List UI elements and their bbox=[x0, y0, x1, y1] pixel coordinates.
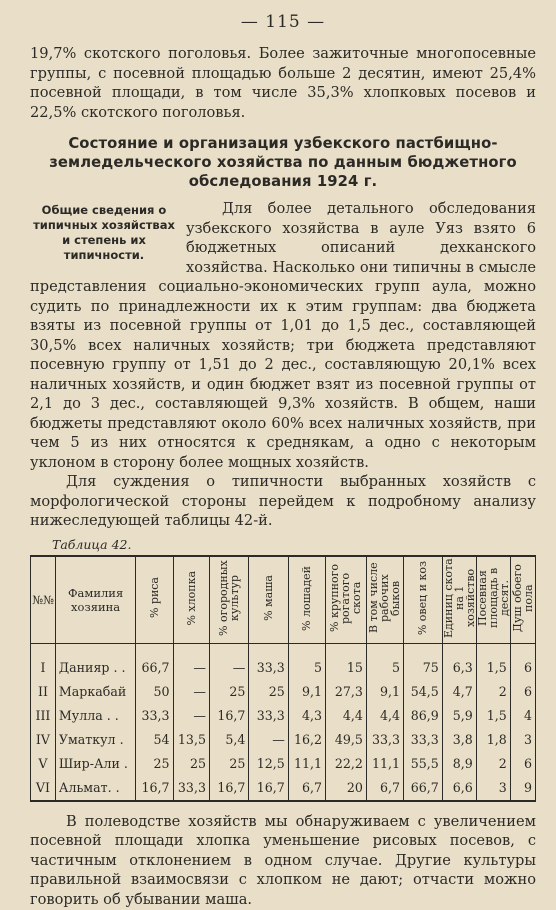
table-cell: 15 bbox=[325, 656, 366, 680]
header-name-label: Фамилия хозяина bbox=[67, 585, 124, 614]
table-cell: 22,2 bbox=[325, 752, 366, 776]
household-name-cell: Шир-Али . bbox=[55, 752, 135, 776]
table-header-row bbox=[31, 556, 536, 644]
table-cell: 25 bbox=[173, 752, 209, 776]
header-horses bbox=[288, 556, 325, 644]
header-units bbox=[442, 556, 476, 644]
table-cell: 1,5 bbox=[476, 656, 510, 680]
table-cell: 25 bbox=[249, 680, 288, 704]
table-cell: 33,3 bbox=[249, 704, 288, 728]
table-cell: 6,3 bbox=[442, 656, 476, 680]
table-cell: 20 bbox=[325, 776, 366, 801]
table-cell: 25 bbox=[209, 752, 248, 776]
table-row bbox=[31, 752, 536, 776]
table-cell: 4,4 bbox=[366, 704, 403, 728]
table-cell: 33,3 bbox=[136, 704, 173, 728]
table-cell: 5 bbox=[288, 656, 325, 680]
row-number-cell: IV bbox=[31, 728, 56, 752]
row-number-cell: VI bbox=[31, 776, 56, 801]
header-mash bbox=[249, 556, 288, 644]
table-cell: 12,5 bbox=[249, 752, 288, 776]
table-cell: 86,9 bbox=[404, 704, 443, 728]
table-row bbox=[31, 728, 536, 752]
table-cell: 66,7 bbox=[136, 656, 173, 680]
sidenote: Общие сведения о типичных хозяйствах и степень их типичности. bbox=[33, 203, 175, 262]
table-cell: 6 bbox=[510, 752, 535, 776]
table-row bbox=[31, 656, 536, 680]
household-name-cell: Маркабай bbox=[55, 680, 135, 704]
table-cell: 55,5 bbox=[404, 752, 443, 776]
table-cell: 5,4 bbox=[209, 728, 248, 752]
paragraph-table-intro: Для суждения о типичности выбранных хозяйств с морфологической стороны перейдем к подробному анализу нижеследующей таблицы 42-й. bbox=[30, 473, 536, 529]
table-cell: 54,5 bbox=[404, 680, 443, 704]
page bbox=[30, 12, 536, 909]
header-garden bbox=[209, 556, 248, 644]
table-cell: 25 bbox=[209, 680, 248, 704]
table-cell: 1,8 bbox=[476, 728, 510, 752]
table-cell: 6 bbox=[510, 656, 535, 680]
paragraph-conclusion: В полеводстве хозяйств мы обнаруживаем с увеличением посевной площади хлопка уменьшение рисовых посевов, с частичным отклонением в одном случае. Другие культуры правильной взаимосвязи с хлопком не дают; отчасти можно говорить об убывании маша. bbox=[30, 812, 536, 908]
table-cell: 3 bbox=[510, 728, 535, 752]
table-caption: Таблица 42. bbox=[52, 536, 132, 552]
header-oxen bbox=[366, 556, 403, 644]
table-cell: 11,1 bbox=[366, 752, 403, 776]
table-cell: 3,8 bbox=[442, 728, 476, 752]
header-cotton bbox=[173, 556, 209, 644]
table-cell: — bbox=[249, 728, 288, 752]
table-cell: 5 bbox=[366, 656, 403, 680]
table-cell: 5,9 bbox=[442, 704, 476, 728]
table-cell: 6,7 bbox=[366, 776, 403, 801]
paragraph-intro: 19,7% скотского поголовья. Более зажиточные многопосевные группы, с посевной площадью больше 2 десятин, имеют 25,4% посевной площади, в том числе 35,3% хлопковых посевов и 22,5% скотского поголовья. bbox=[30, 45, 536, 121]
table-cell: — bbox=[209, 656, 248, 680]
header-cotton-label: % хлопка bbox=[184, 570, 198, 626]
household-name-cell: Альмат. . bbox=[55, 776, 135, 801]
table-cell: 9 bbox=[510, 776, 535, 801]
table-spacer-row bbox=[31, 643, 536, 656]
table-cell: — bbox=[173, 656, 209, 680]
row-number-cell: I bbox=[31, 656, 56, 680]
table-cell: 9,1 bbox=[288, 680, 325, 704]
header-horses-label: % лошадей bbox=[300, 565, 314, 631]
table-cell: 16,7 bbox=[249, 776, 288, 801]
table-cell: 50 bbox=[136, 680, 173, 704]
table-row bbox=[31, 680, 536, 704]
table-cell: 3 bbox=[476, 776, 510, 801]
table-cell: 49,5 bbox=[325, 728, 366, 752]
row-number-cell: V bbox=[31, 752, 56, 776]
table-cell: 16,7 bbox=[136, 776, 173, 801]
table-cell: 66,7 bbox=[404, 776, 443, 801]
header-number: №№ bbox=[31, 556, 56, 644]
data-table bbox=[30, 555, 536, 802]
table-cell: 2 bbox=[476, 752, 510, 776]
household-name-cell: Уматкул . bbox=[55, 728, 135, 752]
header-cattle bbox=[325, 556, 366, 644]
header-area-label: Посевная площадь в десят. bbox=[475, 567, 511, 629]
table-cell: 33,3 bbox=[249, 656, 288, 680]
table-cell: 27,3 bbox=[325, 680, 366, 704]
table-cell: 2 bbox=[476, 680, 510, 704]
table-cell: 33,3 bbox=[366, 728, 403, 752]
header-name bbox=[55, 556, 135, 644]
header-units-label: Единиц скота на 1 хозяйство bbox=[441, 558, 477, 638]
table-cell: 13,5 bbox=[173, 728, 209, 752]
table-cell: 6 bbox=[510, 680, 535, 704]
table-cell: 33,3 bbox=[404, 728, 443, 752]
table-cell: 6,7 bbox=[288, 776, 325, 801]
table-cell: 9,1 bbox=[366, 680, 403, 704]
table-cell: 4,3 bbox=[288, 704, 325, 728]
header-area bbox=[476, 556, 510, 644]
header-sheep-label: % овец и коз bbox=[416, 560, 430, 636]
table-cell: 8,9 bbox=[442, 752, 476, 776]
page-number: — 115 — bbox=[240, 12, 326, 32]
table-cell: 1,5 bbox=[476, 704, 510, 728]
table-cell: 11,1 bbox=[288, 752, 325, 776]
table-cell: — bbox=[173, 704, 209, 728]
header-mash-label: % маша bbox=[262, 575, 276, 621]
header-souls bbox=[510, 556, 535, 644]
table-cell: 6,6 bbox=[442, 776, 476, 801]
header-souls-label: Душ обоего пола bbox=[510, 564, 535, 632]
household-name-cell: Мулла . . bbox=[55, 704, 135, 728]
table-cell: 4,7 bbox=[442, 680, 476, 704]
table-cell: 16,7 bbox=[209, 776, 248, 801]
table-cell: 33,3 bbox=[173, 776, 209, 801]
table-cell: 16,7 bbox=[209, 704, 248, 728]
table-cell: 4 bbox=[510, 704, 535, 728]
table-cell: 75 bbox=[404, 656, 443, 680]
row-number-cell: II bbox=[31, 680, 56, 704]
row-number-cell: III bbox=[31, 704, 56, 728]
table-cell: — bbox=[173, 680, 209, 704]
table-cell: 54 bbox=[136, 728, 173, 752]
section-title: Состояние и организация узбекского пастбищно-земледельческого хозяйства по данным бюджетного обследования 1924 г. bbox=[49, 135, 517, 190]
table-cell: 25 bbox=[136, 752, 173, 776]
header-rice-label: % риса bbox=[147, 577, 161, 619]
table-row bbox=[31, 704, 536, 728]
header-garden-label: % огородных культур bbox=[217, 560, 242, 636]
header-cattle-label: % крупного рогатого скота bbox=[328, 564, 364, 633]
header-oxen-label: В том числе рабочих быков bbox=[367, 562, 403, 634]
header-rice bbox=[136, 556, 173, 644]
table-row bbox=[31, 776, 536, 801]
table-cell: 4,4 bbox=[325, 704, 366, 728]
household-name-cell: Данияр . . bbox=[55, 656, 135, 680]
table-cell: 16,2 bbox=[288, 728, 325, 752]
paragraph-budgets: Для более детального обследования узбекского хозяйства в ауле Уяз взято 6 бюджетных описаний дехканского хозяйства. Насколько они типичны в смысле представления социально-экономических групп аула, можно судить по принадлежности их к этим группам: два бюджета взяты из посевной группы от 1,01 до 1,5 дес., составляющей 30,5% всех наличных хозяйств; три бюджета представляют посевную группу от 1,51 до 2 дес., составляющую 20,1% всех наличных хозяйств, и один бюджет взят из посевной группы от 2,1 до 3 дес., составляющей 9,3% хозяйств. В общем, наши бюджеты представляют около 60% всех наличных хозяйств, при чем 5 из них относятся к среднякам, а одно с некоторым уклоном в сторону более мощных хозяйств. bbox=[30, 200, 536, 471]
header-sheep bbox=[404, 556, 443, 644]
